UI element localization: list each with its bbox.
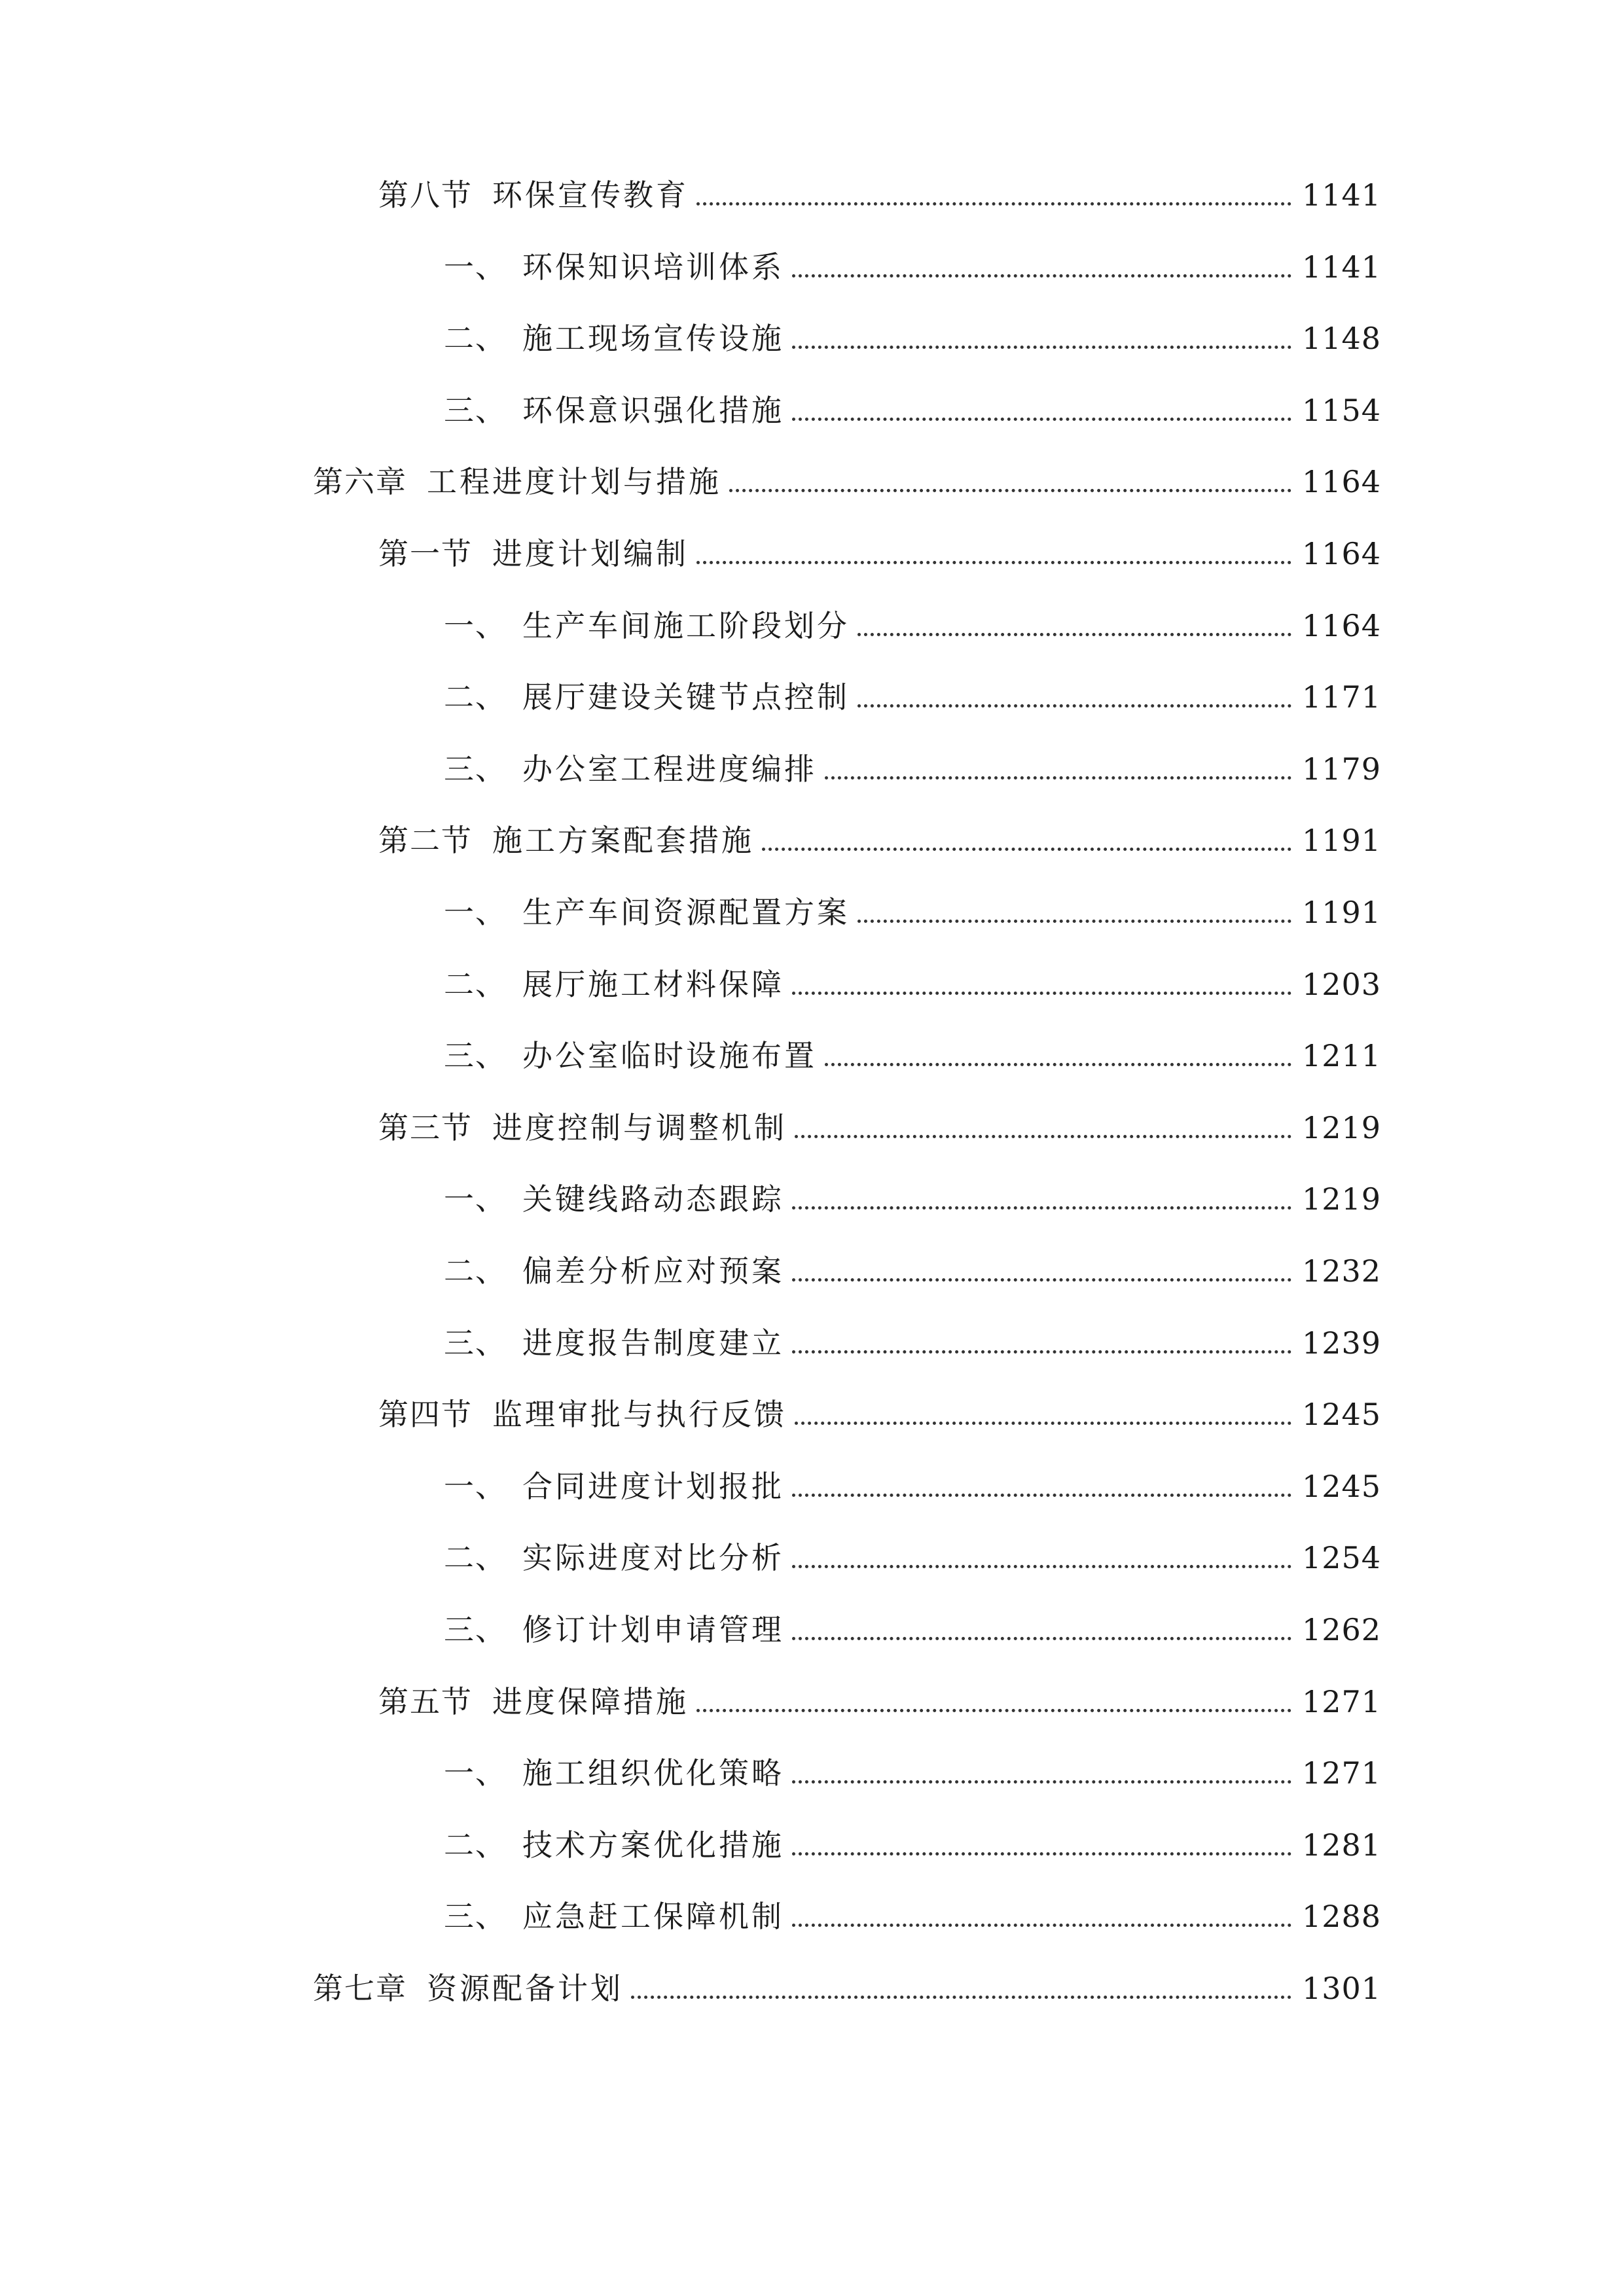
toc-entry-title: 施工方案配套措施 [492,823,754,858]
toc-dot-leader [696,1676,1291,1728]
toc-entry-number: 第一节 [378,536,473,571]
toc-subsection-entry[interactable] [0,600,1624,652]
toc-entry-title: 进度计划编制 [492,536,689,571]
toc-entry-title: 进度控制与调整机制 [492,1110,787,1145]
toc-entry-title: 展厅施工材料保障 [522,967,784,1002]
toc-subsection-entry[interactable] [0,241,1624,293]
toc-section-entry[interactable] [0,1388,1624,1441]
toc-dot-leader [857,600,1291,652]
toc-entry-number: 一、 [444,1755,507,1791]
toc-entry-number: 一、 [444,608,507,643]
toc-page-number: 1254 [1302,1540,1382,1575]
toc-entry-title: 施工现场宣传设施 [522,321,784,356]
toc-entry-number: 三、 [444,1899,507,1934]
toc-entry-number: 三、 [444,1325,507,1361]
toc-subsection-entry[interactable] [0,886,1624,939]
toc-entry-title: 应急赶工保障机制 [522,1899,784,1934]
toc-entry-title: 监理审批与执行反馈 [492,1397,787,1432]
toc-dot-leader [792,1604,1291,1656]
toc-section-entry[interactable] [0,528,1624,580]
toc-page-number: 1164 [1302,464,1382,499]
toc-entry-title: 合同进度计划报批 [522,1469,784,1504]
toc-entry-number: 三、 [444,393,507,428]
toc-page-number: 1164 [1302,536,1382,571]
toc-entry-number: 第六章 [313,464,407,499]
toc-subsection-entry[interactable] [0,1604,1624,1656]
toc-subsection-entry[interactable] [0,384,1624,437]
toc-subsection-entry[interactable] [0,1317,1624,1369]
toc-chapter-entry[interactable] [0,456,1624,508]
toc-page-number: 1154 [1302,393,1382,428]
toc-dot-leader [631,1962,1291,2015]
toc-section-entry[interactable] [0,169,1624,221]
toc-page-number: 1179 [1302,751,1382,787]
toc-subsection-entry[interactable] [0,1460,1624,1513]
toc-dot-leader [825,1030,1291,1082]
toc-subsection-entry[interactable] [0,671,1624,723]
toc-dot-leader [795,1388,1291,1441]
toc-dot-leader [857,671,1291,723]
toc-entry-number: 二、 [444,1540,507,1575]
toc-page-number: 1232 [1302,1253,1382,1289]
toc-page-number: 1288 [1302,1899,1382,1934]
toc-page-number: 1239 [1302,1325,1382,1361]
toc-dot-leader [792,1747,1291,1799]
toc-entry-number: 二、 [444,679,507,715]
toc-dot-leader [792,1819,1291,1871]
toc-section-entry[interactable] [0,1676,1624,1728]
toc-dot-leader [696,528,1291,580]
toc-chapter-entry[interactable] [0,1962,1624,2015]
toc-entry-number: 一、 [444,249,507,285]
toc-page-number: 1191 [1302,895,1382,930]
toc-entry-title: 环保宣传教育 [492,177,689,213]
toc-entry-title: 修订计划申请管理 [522,1612,784,1647]
toc-page-number: 1171 [1302,679,1382,715]
toc-page-number: 1245 [1302,1397,1382,1432]
toc-entry-title: 生产车间施工阶段划分 [522,608,850,643]
toc-entry-title: 办公室临时设施布置 [522,1038,817,1073]
toc-page-number: 1245 [1302,1469,1382,1504]
toc-entry-number: 三、 [444,1038,507,1073]
toc-entry-number: 二、 [444,1253,507,1289]
toc-page-number: 1191 [1302,823,1382,858]
toc-subsection-entry[interactable] [0,1532,1624,1584]
toc-dot-leader [792,1173,1291,1225]
toc-entry-number: 第三节 [378,1110,473,1145]
toc-dot-leader [792,958,1291,1011]
toc-page-number: 1141 [1302,177,1382,213]
toc-entry-title: 施工组织优化策略 [522,1755,784,1791]
toc-entry-number: 一、 [444,1469,507,1504]
toc-entry-number: 三、 [444,751,507,787]
toc-dot-leader [792,1460,1291,1513]
toc-entry-title: 实际进度对比分析 [522,1540,784,1575]
toc-subsection-entry[interactable] [0,312,1624,365]
toc-entry-number: 二、 [444,967,507,1002]
toc-entry-title: 进度报告制度建立 [522,1325,784,1361]
toc-entry-number: 第五节 [378,1684,473,1719]
toc-entry-title: 工程进度计划与措施 [427,464,721,499]
toc-subsection-entry[interactable] [0,958,1624,1011]
toc-page-number: 1219 [1302,1110,1382,1145]
toc-entry-number: 二、 [444,1827,507,1863]
toc-entry-number: 一、 [444,895,507,930]
toc-subsection-entry[interactable] [0,743,1624,795]
toc-subsection-entry[interactable] [0,1890,1624,1943]
toc-dot-leader [792,1245,1291,1297]
toc-page-number: 1271 [1302,1684,1382,1719]
toc-entry-title: 展厅建设关键节点控制 [522,679,850,715]
toc-entry-number: 第八节 [378,177,473,213]
toc-entry-number: 第四节 [378,1397,473,1432]
toc-dot-leader [792,1317,1291,1369]
toc-page-number: 1164 [1302,608,1382,643]
toc-subsection-entry[interactable] [0,1819,1624,1871]
toc-entry-number: 第二节 [378,823,473,858]
toc-subsection-entry[interactable] [0,1245,1624,1297]
toc-section-entry[interactable] [0,814,1624,867]
toc-dot-leader [792,384,1291,437]
toc-dot-leader [792,1532,1291,1584]
toc-dot-leader [696,169,1291,221]
toc-page-number: 1203 [1302,967,1382,1002]
toc-entry-title: 资源配备计划 [427,1971,623,2006]
toc-entry-title: 技术方案优化措施 [522,1827,784,1863]
toc-page-number: 1281 [1302,1827,1382,1863]
toc-page-number: 1262 [1302,1612,1382,1647]
toc-dot-leader [795,1102,1291,1154]
toc-subsection-entry[interactable] [0,1747,1624,1799]
toc-page-number: 1301 [1302,1971,1382,2006]
toc-dot-leader [825,743,1291,795]
toc-entry-title: 进度保障措施 [492,1684,689,1719]
toc-entry-number: 三、 [444,1612,507,1647]
toc-page-number: 1148 [1302,321,1382,356]
toc-dot-leader [792,241,1291,293]
toc-entry-title: 环保意识强化措施 [522,393,784,428]
toc-dot-leader [762,814,1291,867]
toc-entry-title: 生产车间资源配置方案 [522,895,850,930]
toc-dot-leader [792,312,1291,365]
toc-entry-number: 二、 [444,321,507,356]
toc-page-number: 1211 [1302,1038,1382,1073]
toc-entry-number: 一、 [444,1181,507,1217]
toc-entry-title: 偏差分析应对预案 [522,1253,784,1289]
toc-page-number: 1271 [1302,1755,1382,1791]
toc-entry-title: 关键线路动态跟踪 [522,1181,784,1217]
toc-subsection-entry[interactable] [0,1173,1624,1225]
toc-section-entry[interactable] [0,1102,1624,1154]
toc-entry-number: 第七章 [313,1971,407,2006]
toc-entry-title: 办公室工程进度编排 [522,751,817,787]
toc-dot-leader [792,1890,1291,1943]
toc-subsection-entry[interactable] [0,1030,1624,1082]
toc-dot-leader [857,886,1291,939]
toc-dot-leader [729,456,1291,508]
toc-page-number: 1219 [1302,1181,1382,1217]
toc-page-number: 1141 [1302,249,1382,285]
toc-entry-title: 环保知识培训体系 [522,249,784,285]
